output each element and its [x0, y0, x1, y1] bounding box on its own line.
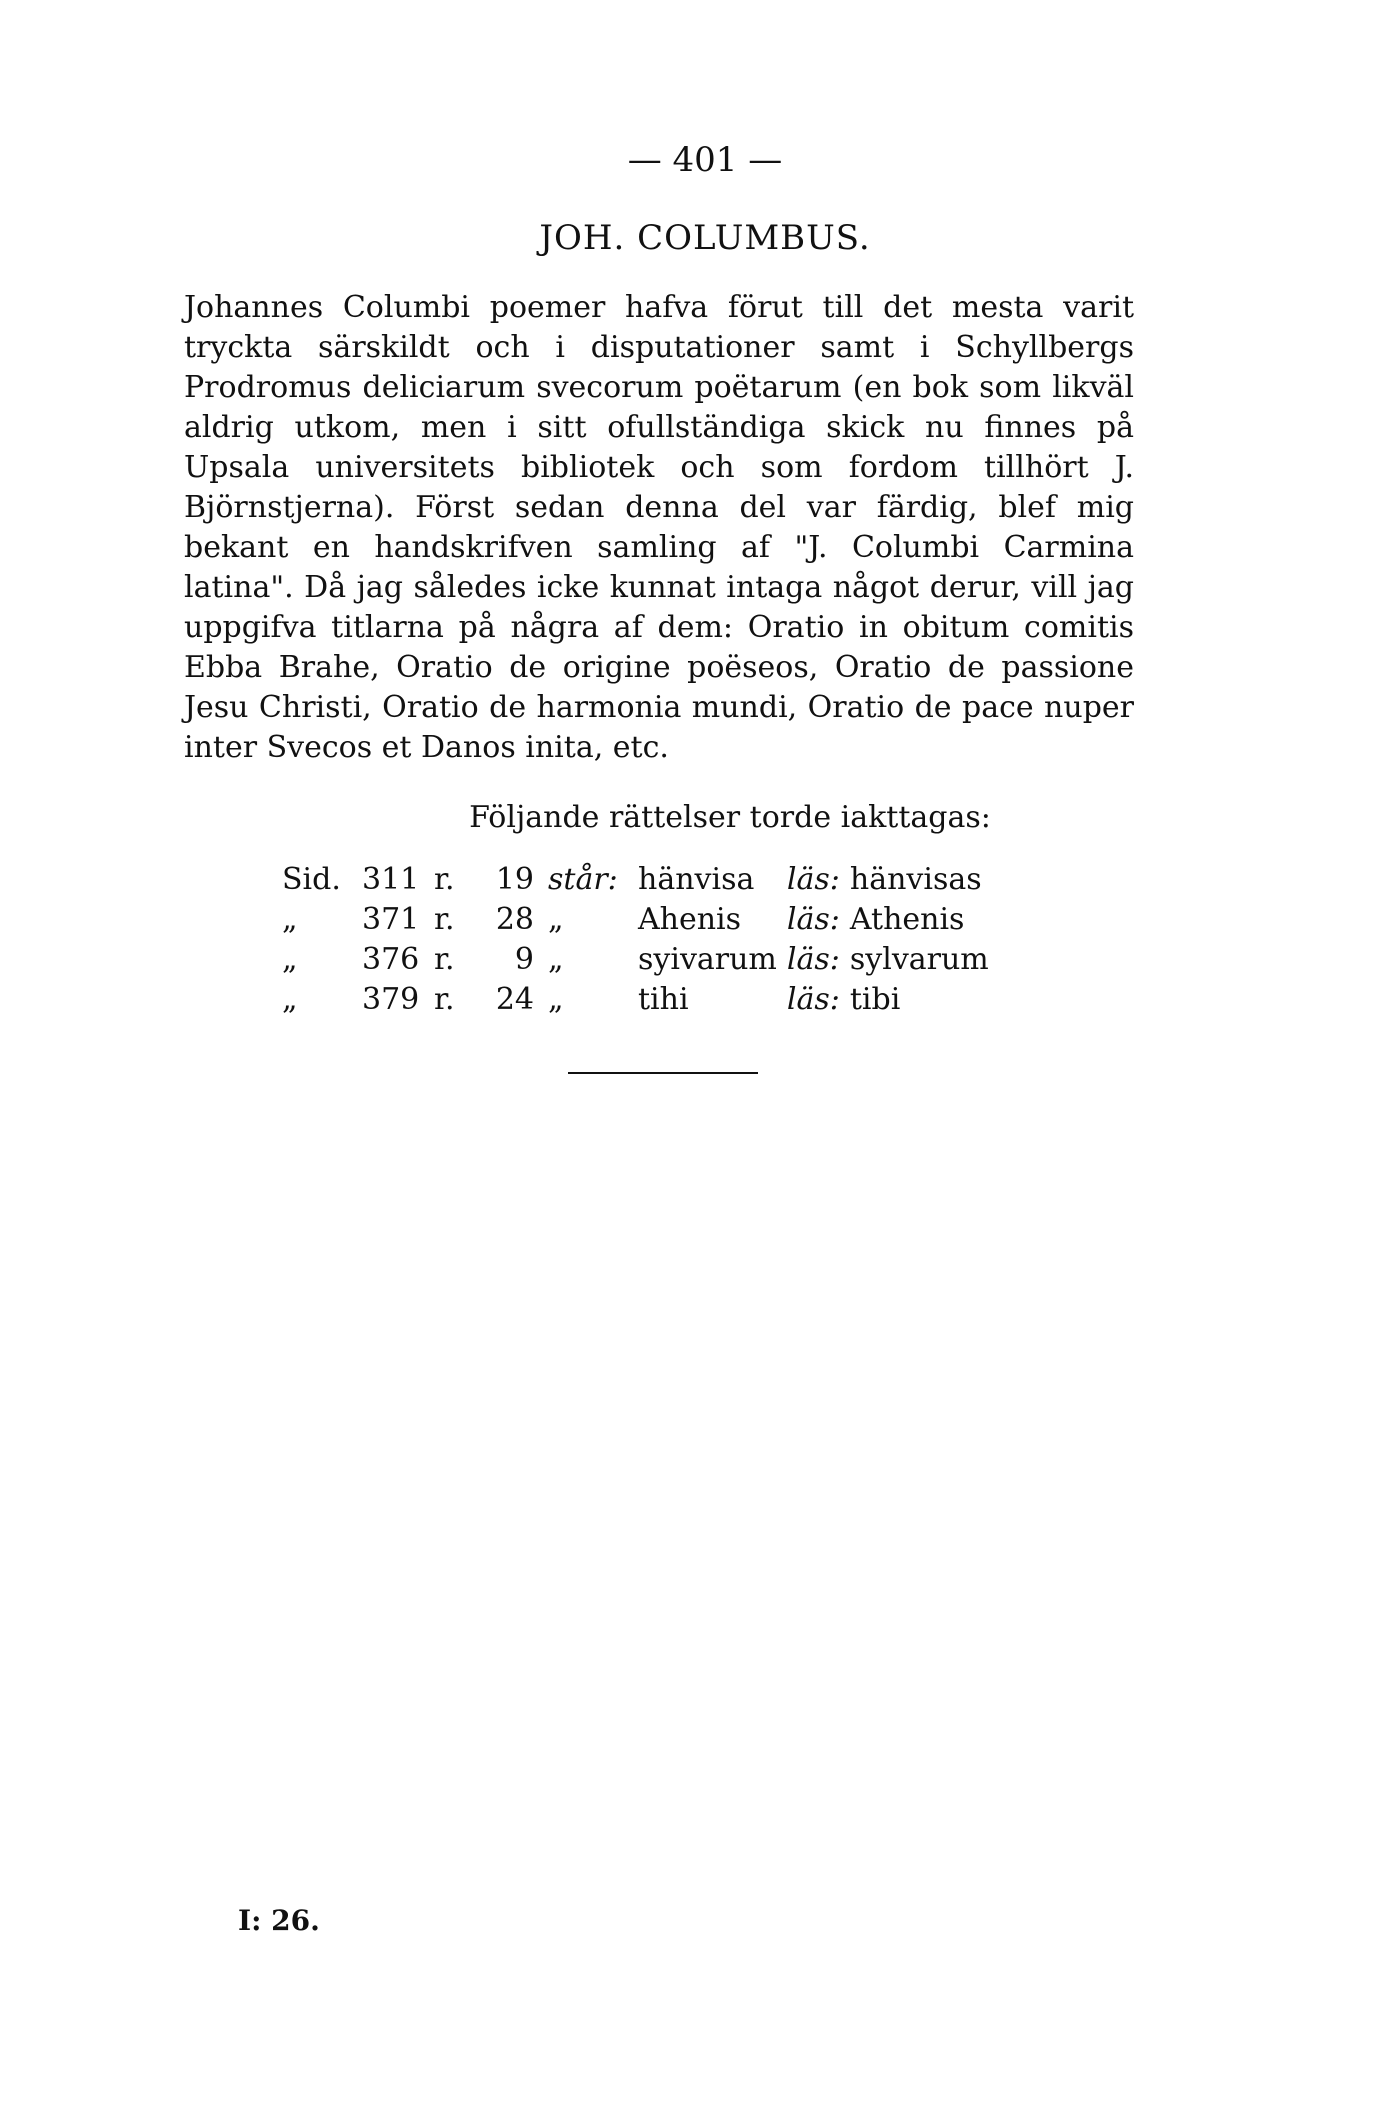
- correction-right: tibi: [849, 982, 901, 1017]
- correction-las: läs:: [786, 982, 840, 1017]
- correction-row: [282, 982, 989, 1022]
- correction-r: r.: [434, 862, 455, 897]
- page-number: — 401 —: [627, 140, 783, 180]
- correction-row: [282, 862, 989, 902]
- correction-sid: „: [282, 982, 298, 1017]
- correction-page: 371: [362, 902, 420, 937]
- correction-las: läs:: [786, 942, 840, 977]
- correction-sid: „: [282, 902, 298, 937]
- correction-wrong: hänvisa: [638, 862, 755, 897]
- correction-r: r.: [434, 942, 455, 977]
- correction-page: 376: [362, 942, 420, 977]
- correction-wrong: tihi: [638, 982, 689, 1017]
- correction-wrong: Ahenis: [638, 902, 742, 937]
- correction-page: 379: [362, 982, 420, 1017]
- correction-row: [282, 902, 989, 942]
- correction-right: sylvarum: [849, 942, 989, 977]
- correction-r: r.: [434, 982, 455, 1017]
- correction-line: 24: [495, 982, 534, 1017]
- correction-right: hänvisas: [849, 862, 982, 897]
- correction-sid: „: [282, 942, 298, 977]
- correction-sid: Sid.: [282, 862, 341, 897]
- corrections-table: [282, 862, 989, 1022]
- correction-las: läs:: [786, 902, 840, 937]
- correction-las: läs:: [786, 862, 840, 897]
- correction-label: „: [548, 942, 564, 977]
- correction-label: står:: [548, 862, 618, 897]
- signature-mark: I: 26.: [238, 1904, 320, 1937]
- correction-label: „: [548, 902, 564, 937]
- section-heading: JOH. COLUMBUS.: [539, 218, 871, 258]
- correction-row: [282, 942, 989, 982]
- corrections-heading: Följande rättelser torde iakttagas:: [469, 800, 991, 835]
- correction-line: 9: [514, 942, 534, 977]
- correction-line: 28: [495, 902, 534, 937]
- correction-line: 19: [495, 862, 534, 897]
- correction-wrong: syivarum: [638, 942, 777, 977]
- body-paragraph: Johannes Columbi poemer hafva förut till det mesta varit tryckta särskildt och i disputationer samt i Schyllbergs Prodromus deliciarum svecorum poëtarum (en bok som likväl aldrig utkom, men i sitt ofullständiga skick nu finnes på Upsala universitets bibliotek och som fordom tillhört J. Björnstjerna). Först sedan denna del var färdig, blef mig bekant en handskrifven samling af "J. Columbi Carmina latina". Då jag således icke kunnat intaga något derur, vill jag uppgifva titlarna på några af dem: Oratio in obitum comitis Ebba Brahe, Oratio de origine poëseos, Oratio de passione Jesu Christi, Oratio de harmonia mundi, Oratio de pace nuper inter Svecos et Danos inita, etc.: [184, 290, 1134, 765]
- correction-label: „: [548, 982, 564, 1017]
- horizontal-rule: [568, 1072, 758, 1074]
- correction-r: r.: [434, 902, 455, 937]
- correction-right: Athenis: [849, 902, 965, 937]
- correction-page: 311: [362, 862, 420, 897]
